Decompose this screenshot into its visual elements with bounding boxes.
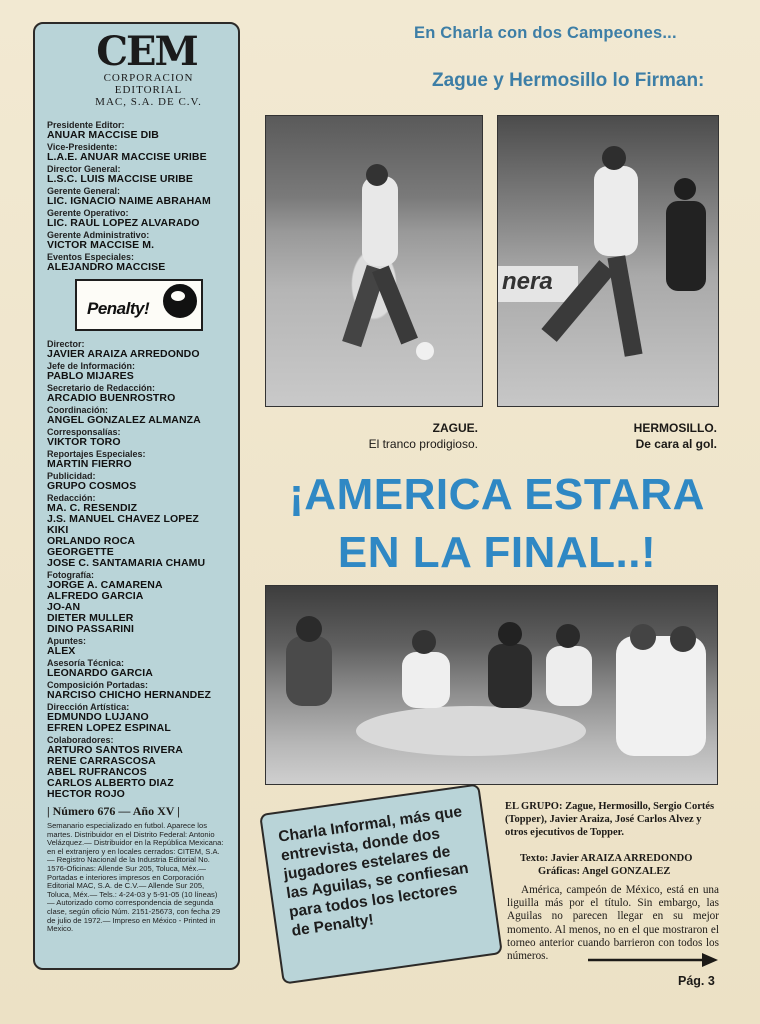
staff-list-bottom (47, 339, 226, 800)
staff-role: Director: (47, 339, 85, 349)
staff-role: Publicidad: (47, 471, 96, 481)
staff-name: ALFREDO GARCIA (47, 590, 144, 602)
staff-name: L.S.C. LUIS MACCISE URIBE (47, 173, 194, 185)
photo-group (265, 585, 718, 785)
caption-zague (330, 420, 478, 452)
penalty-logo-text: Penalty! (87, 299, 150, 318)
staff-name: NARCISO CHICHO HERNANDEZ (47, 689, 211, 701)
credit-photos: Gráficas: Angel GONZALEZ (538, 866, 671, 877)
staff-group (47, 230, 226, 251)
caption-hermosillo (555, 420, 717, 452)
staff-name: EFREN LOPEZ ESPINAL (47, 722, 171, 734)
staff-group (47, 186, 226, 207)
staff-name: JORGE A. CAMARENA (47, 579, 163, 591)
staff-group (47, 427, 226, 448)
staff-role: Jefe de Información: (47, 361, 136, 371)
penalty-logo (75, 279, 203, 331)
staff-role: Director General: (47, 164, 121, 174)
caption-zague-text: El tranco prodigioso. (368, 437, 478, 451)
staff-list-top (47, 120, 226, 273)
staff-name: ARCADIO BUENROSTRO (47, 392, 176, 404)
staff-role: Composición Portadas: (47, 680, 149, 690)
staff-group (47, 471, 226, 492)
issue-number: | Número 676 — Año XV | (47, 804, 180, 818)
soccer-ball-icon (163, 284, 197, 318)
cem-logo (47, 28, 226, 120)
group-caption: EL GRUPO: Zague, Hermosillo, Sergio Cortés (Topper), Javier Araiza, José Carlos Alvez y otros ejecutivos de Topper. (505, 801, 715, 838)
page-number: Pág. 3 (678, 974, 715, 988)
staff-group (47, 339, 226, 360)
staff-name: ORLANDO ROCA (47, 535, 136, 547)
staff-role: Colaboradores: (47, 735, 114, 745)
staff-name: GRUPO COSMOS (47, 480, 137, 492)
staff-role: Corresponsalías: (47, 427, 121, 437)
staff-group (47, 680, 226, 701)
staff-group (47, 383, 226, 404)
staff-name: VICTOR MACCISE M. (47, 239, 155, 251)
staff-role: Gerente Operativo: (47, 208, 129, 218)
staff-name: LIC. IGNACIO NAIME ABRAHAM (47, 195, 211, 207)
staff-name: ALEJANDRO MACCISE (47, 261, 166, 273)
staff-group (47, 142, 226, 163)
staff-name: DIETER MULLER (47, 612, 134, 624)
staff-name: RENE CARRASCOSA (47, 755, 156, 767)
staff-role: Reportajes Especiales: (47, 449, 146, 459)
staff-name: ABEL RUFRANCOS (47, 766, 147, 778)
staff-role: Dirección Artística: (47, 702, 130, 712)
staff-group (47, 208, 226, 229)
article-kicker: En Charla con dos Campeones... (414, 24, 677, 42)
staff-group (47, 570, 226, 635)
staff-name: LEONARDO GARCIA (47, 667, 153, 679)
main-title-line-2: EN LA FINAL..! (337, 528, 657, 577)
continue-arrow-icon (588, 953, 718, 967)
staff-group (47, 252, 226, 273)
photo-hermosillo (497, 115, 719, 407)
staff-name: MA. C. RESENDIZ (47, 502, 138, 514)
staff-name: ARTURO SANTOS RIVERA (47, 744, 183, 756)
staff-group (47, 405, 226, 426)
staff-name: JAVIER ARAIZA ARREDONDO (47, 348, 200, 360)
staff-name: VIKTOR TORO (47, 436, 121, 448)
staff-name: JO-AN (47, 601, 81, 613)
staff-name: ANUAR MACCISE DIB (47, 129, 159, 141)
staff-group (47, 164, 226, 185)
credits (520, 852, 720, 878)
stadium-sign: nera (502, 268, 553, 295)
caption-hermosillo-text: De cara al gol. (635, 437, 717, 451)
staff-group (47, 658, 226, 679)
cem-logo-text: CEM (96, 28, 197, 75)
staff-name: GEORGETTE (47, 546, 114, 558)
staff-name: DINO PASSARINI (47, 623, 134, 635)
staff-name: ANGEL GONZALEZ ALMANZA (47, 414, 201, 426)
company-line-2: EDITORIAL (114, 84, 183, 96)
staff-name: HECTOR ROJO (47, 788, 125, 800)
staff-name: LIC. RAUL LOPEZ ALVARADO (47, 217, 200, 229)
credit-text: Texto: Javier ARAIZA ARREDONDO (520, 853, 693, 864)
staff-name: MARTIN FIERRO (47, 458, 132, 470)
staff-name: CARLOS ALBERTO DIAZ (47, 777, 174, 789)
company-line-3: MAC, S.A. DE C.V. (95, 96, 202, 108)
article-subhead: Zague y Hermosillo lo Firman: (432, 70, 705, 91)
staff-group (47, 735, 226, 800)
staff-name: JOSE C. SANTAMARIA CHAMU (47, 557, 206, 569)
staff-name: L.A.E. ANUAR MACCISE URIBE (47, 151, 207, 163)
main-title-line-1: ¡AMERICA ESTARA (289, 470, 705, 519)
staff-role: Coordinación: (47, 405, 108, 415)
staff-name: KIKI (47, 524, 69, 536)
caption-zague-name: ZAGUE. (432, 421, 478, 435)
staff-role: Secretario de Redacción: (47, 383, 156, 393)
staff-name: ALEX (47, 645, 76, 657)
masthead-panel (33, 22, 240, 970)
callout-box: Charla Informal, más que entrevista, donde dos jugadores estelares de las Aguilas, se confiesan para todos los lectores de Penalty! (259, 783, 503, 984)
legal-small-print: Semanario especializado en futbol. Aparece los martes. Distribuidor en el Distrito Federal: Antonio Velázquez.— Distribuidor en la República Mexicana: en el extranjero y en locales cerrados: CITEM, S.A.— Registro Nacional de la Industria Editorial No. 1576-Oficinas: Allende Sur 205, Toluca, Méx.— Portadas e interiores impresos en Corporación Editorial MAC, S.A. de C.V.— Allende Sur 205, Toluca, Méx.— Tels.: 4-24-03 y 5-91-05 (10 líneas) — Autorizado como correspondencia de segunda clase, según oficio Núm. 2151-25673, con fecha 29 de julio de 1972.— Impreso en México - Printed in Mexico. (47, 821, 224, 934)
staff-name: EDMUNDO LUJANO (47, 711, 149, 723)
staff-group (47, 493, 226, 569)
staff-role: Gerente Administrativo: (47, 230, 150, 240)
staff-name: PABLO MIJARES (47, 370, 134, 382)
company-line-1: CORPORACION (103, 72, 194, 84)
staff-role: Gerente General: (47, 186, 121, 196)
staff-name: J.S. MANUEL CHAVEZ LOPEZ (47, 513, 199, 525)
photo-zague (265, 115, 483, 407)
staff-role: Presidente Editor: (47, 120, 125, 130)
staff-role: Vice-Presidente: (47, 142, 118, 152)
caption-hermosillo-name: HERMOSILLO. (633, 421, 717, 435)
staff-role: Eventos Especiales: (47, 252, 135, 262)
staff-group (47, 636, 226, 657)
staff-group (47, 120, 226, 141)
staff-group (47, 449, 226, 470)
staff-role: Asesoría Técnica: (47, 658, 125, 668)
article-body: América, campeón de México, está en una liguilla más por el título. Sin embargo, las Aguilas no parecen llegar en su mejor momento. Al menos, no en el que mostraron el torneo anterior cuando barrieron con todos los números. (507, 884, 719, 963)
staff-role: Apuntes: (47, 636, 86, 646)
staff-group (47, 361, 226, 382)
staff-group (47, 702, 226, 734)
staff-role: Fotografía: (47, 570, 94, 580)
staff-role: Redacción: (47, 493, 96, 503)
